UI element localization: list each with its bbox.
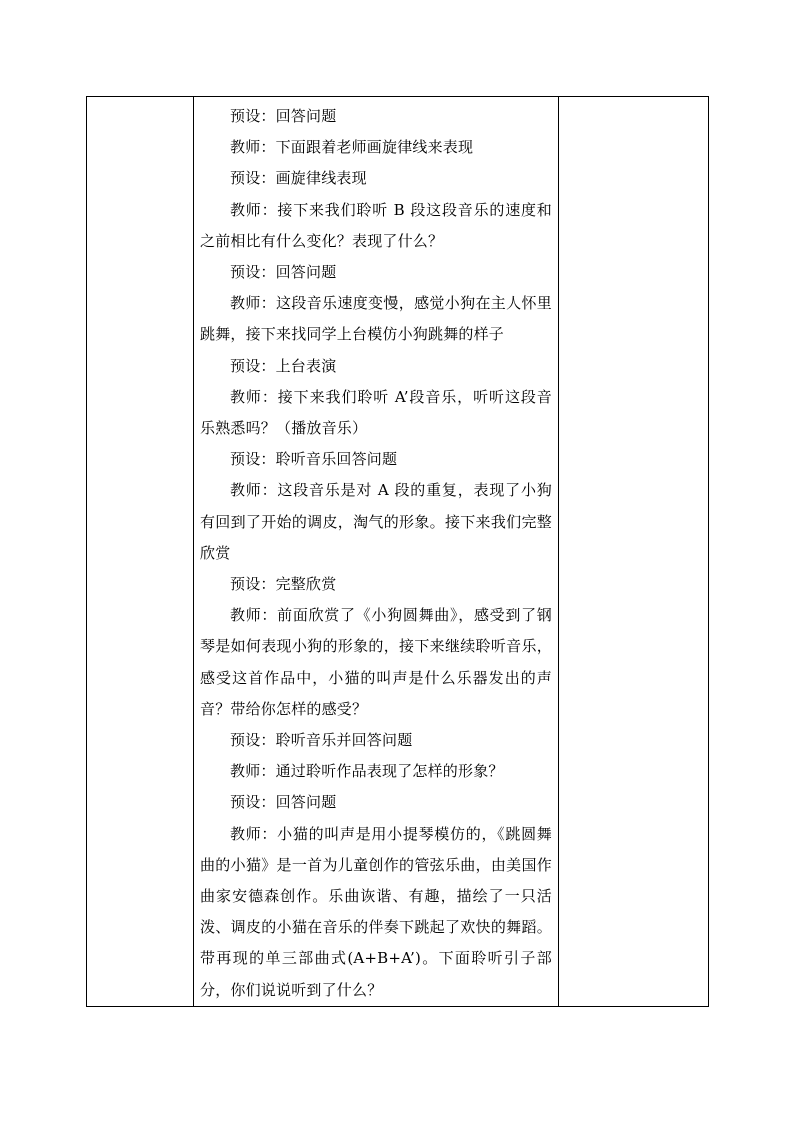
paragraph: 预设：完整欣赏 — [230, 575, 337, 594]
table-row — [87, 97, 709, 1007]
paragraph: 预设：上台表演 — [230, 356, 337, 375]
teaching-process-content — [194, 97, 558, 1006]
right-column-cell — [559, 97, 709, 1007]
paragraph: 预设：回答问题 — [230, 107, 337, 125]
paragraph: 预设：回答问题 — [230, 263, 337, 282]
paragraph: 教师：接下来我们聆听 B 段这段音乐的速度和之前相比有什么变化？表现了什么？ — [200, 200, 552, 250]
paragraph: 教师：这段音乐是对 A 段的重复，表现了小狗有回到了开始的调皮，淘气的形象。接下来我们完整欣赏 — [200, 481, 552, 562]
lesson-plan-table — [86, 96, 709, 1007]
paragraph: 教师：前面欣赏了《小狗圆舞曲》，感受到了钢琴是如何表现小狗的形象的，接下来继续聆听音乐，感受这首作品中，小猫的叫声是什么乐器发出的声音？带给你怎样的感受？ — [200, 606, 552, 718]
teaching-process-cell — [194, 97, 559, 1007]
paragraph: 教师：下面跟着老师画旋律线来表现 — [230, 138, 474, 157]
paragraph: 预设：聆听音乐并回答问题 — [230, 731, 413, 750]
paragraph: 教师：这段音乐速度变慢，感觉小狗在主人怀里跳舞，接下来找同学上台模仿小狗跳舞的样子 — [200, 294, 552, 344]
paragraph: 预设：画旋律线表现 — [230, 169, 367, 188]
paragraph: 教师：小猫的叫声是用小提琴模仿的，《跳圆舞曲的小猫》是一首为儿童创作的管弦乐曲，由美国作曲家安德森创作。乐曲诙谐、有趣，描绘了一只活泼、调皮的小猫在音乐的伴奏下跳起了欢快的舞蹈。带再现的单三部曲式(A+B+A’)。下面聆听引子部分，你们说说听到了什么？ — [200, 824, 552, 999]
paragraph: 预设：回答问题 — [230, 793, 337, 812]
left-column-cell — [87, 97, 194, 1007]
paragraph: 预设：聆听音乐回答问题 — [230, 450, 398, 469]
paragraph: 教师：接下来我们聆听 A’段音乐，听听这段音乐熟悉吗？（播放音乐） — [200, 387, 552, 438]
paragraph: 教师：通过聆听作品表现了怎样的形象？ — [230, 762, 504, 781]
